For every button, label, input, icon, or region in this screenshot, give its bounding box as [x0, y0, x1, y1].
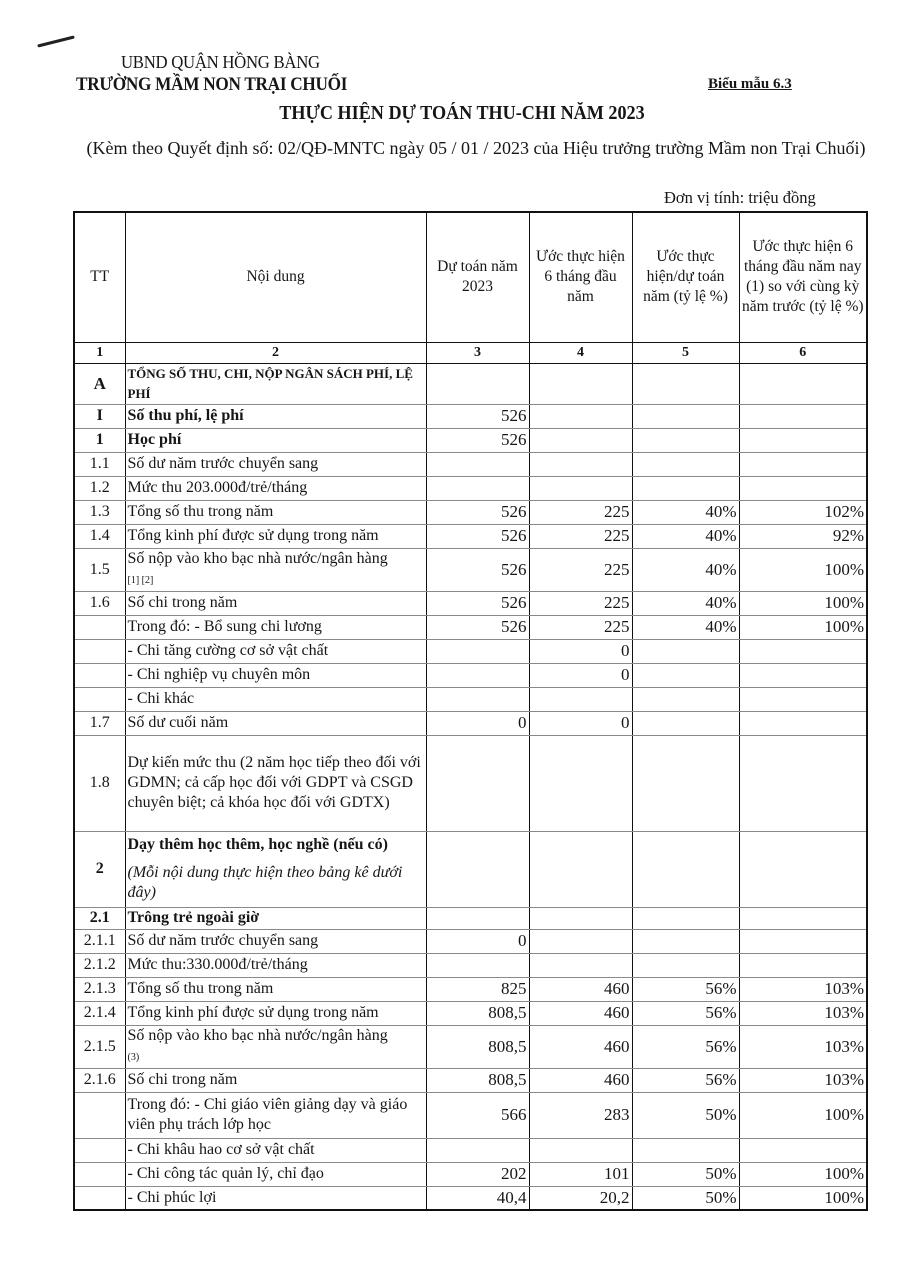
ratio-budget-value	[632, 711, 739, 735]
estimate-value: 0	[529, 711, 632, 735]
table-row	[74, 929, 867, 953]
document-title: THỰC HIỆN DỰ TOÁN THU-CHI NĂM 2023	[279, 103, 645, 124]
ratio-budget-value: 40%	[632, 548, 739, 591]
ratio-budget-value	[632, 452, 739, 476]
budget-value	[426, 639, 529, 663]
header-row	[74, 212, 867, 342]
table-row	[74, 1138, 867, 1162]
row-number	[74, 1186, 125, 1210]
table-row	[74, 735, 867, 831]
row-content	[125, 404, 426, 428]
ratio-budget-value	[632, 363, 739, 404]
ratio-prev-year-value: 92%	[739, 524, 867, 548]
row-number: 1.1	[74, 452, 125, 476]
budget-value: 526	[426, 548, 529, 591]
estimate-value: 460	[529, 977, 632, 1001]
table-row	[74, 428, 867, 452]
ratio-prev-year-value: 100%	[739, 548, 867, 591]
ratio-budget-value	[632, 404, 739, 428]
row-content-text: Trong đó: - Bổ sung chi lương	[127, 618, 322, 635]
row-content-text: Số thu phí, lệ phí	[127, 407, 244, 424]
estimate-value: 225	[529, 615, 632, 639]
table-row	[74, 907, 867, 929]
row-number: 1.7	[74, 711, 125, 735]
row-content-text: Tổng số thu trong năm	[127, 980, 274, 997]
row-content-text: Dạy thêm học thêm, học nghề (nếu có)	[127, 836, 388, 853]
row-number	[74, 687, 125, 711]
table-row	[74, 615, 867, 639]
row-content-text: - Chi tăng cường cơ sở vật chất	[127, 642, 329, 659]
budget-value: 526	[426, 500, 529, 524]
row-number	[74, 615, 125, 639]
row-content-text: - Chi khác	[127, 690, 195, 707]
ratio-prev-year-value	[739, 687, 867, 711]
estimate-value: 460	[529, 1001, 632, 1025]
ratio-budget-value	[632, 1138, 739, 1162]
estimate-value: 0	[529, 639, 632, 663]
ratio-budget-value: 40%	[632, 591, 739, 615]
budget-value: 808,5	[426, 1068, 529, 1092]
row-content-text: - Chi khâu hao cơ sở vật chất	[127, 1141, 315, 1158]
table-row	[74, 548, 867, 591]
budget-value: 808,5	[426, 1001, 529, 1025]
row-number: 2.1	[74, 907, 125, 929]
table-row	[74, 639, 867, 663]
ratio-prev-year-value	[739, 735, 867, 831]
row-content-text: Tổng kinh phí được sử dụng trong năm	[127, 527, 379, 544]
table-row	[74, 977, 867, 1001]
row-content-text: - Chi công tác quản lý, chỉ đạo	[127, 1165, 324, 1182]
estimate-value	[529, 452, 632, 476]
col-number: 4	[529, 342, 632, 363]
ratio-prev-year-value: 100%	[739, 1162, 867, 1186]
row-number	[74, 1092, 125, 1138]
estimate-value: 225	[529, 500, 632, 524]
row-number: 1.3	[74, 500, 125, 524]
row-number: 1.5	[74, 548, 125, 591]
row-content-text: Số chi trong năm	[127, 1071, 238, 1088]
table-row	[74, 1092, 867, 1138]
table-row	[74, 1186, 867, 1210]
row-content	[125, 1186, 426, 1210]
estimate-value: 460	[529, 1068, 632, 1092]
row-number: 2.1.5	[74, 1025, 125, 1068]
ratio-prev-year-value: 102%	[739, 500, 867, 524]
estimate-value: 283	[529, 1092, 632, 1138]
ratio-budget-value	[632, 735, 739, 831]
ratio-budget-value	[632, 953, 739, 977]
col-header-content: Nội dung	[125, 212, 426, 342]
table-row	[74, 476, 867, 500]
estimate-value	[529, 476, 632, 500]
estimate-value: 225	[529, 591, 632, 615]
ratio-prev-year-value	[739, 404, 867, 428]
estimate-value: 0	[529, 663, 632, 687]
col-header-ratio-prev-year: Ước thực hiện 6 tháng đầu năm nay (1) so với cùng kỳ năm trước (tỷ lệ %)	[739, 212, 867, 342]
form-number: Biểu mẫu 6.3	[708, 76, 792, 92]
row-number: 1.8	[74, 735, 125, 831]
estimate-value: 225	[529, 524, 632, 548]
ratio-prev-year-value: 100%	[739, 1186, 867, 1210]
row-content	[125, 548, 426, 591]
ratio-prev-year-value	[739, 428, 867, 452]
budget-value: 825	[426, 977, 529, 1001]
col-number: 1	[74, 342, 125, 363]
row-content	[125, 615, 426, 639]
budget-value	[426, 476, 529, 500]
row-content	[125, 452, 426, 476]
budget-value	[426, 687, 529, 711]
ratio-prev-year-value	[739, 1138, 867, 1162]
ratio-prev-year-value: 100%	[739, 615, 867, 639]
ratio-prev-year-value	[739, 907, 867, 929]
col-number: 6	[739, 342, 867, 363]
table-row	[74, 500, 867, 524]
org-school: TRƯỜNG MẦM NON TRẠI CHUỐI	[76, 75, 348, 95]
row-number	[74, 663, 125, 687]
ratio-budget-value	[632, 687, 739, 711]
row-content	[125, 831, 426, 907]
row-content	[125, 1162, 426, 1186]
row-content-text: Số dư cuối năm	[127, 714, 229, 731]
row-content	[125, 363, 426, 404]
row-content	[125, 977, 426, 1001]
estimate-value	[529, 687, 632, 711]
estimate-value	[529, 929, 632, 953]
row-number: 2.1.4	[74, 1001, 125, 1025]
table-row	[74, 524, 867, 548]
ratio-budget-value	[632, 639, 739, 663]
ratio-budget-value	[632, 907, 739, 929]
budget-value	[426, 1138, 529, 1162]
org-district: UBND QUẬN HỒNG BÀNG	[121, 52, 320, 72]
row-content	[125, 1025, 426, 1068]
row-content-text: Học phí	[127, 431, 182, 448]
ratio-prev-year-value: 103%	[739, 1068, 867, 1092]
row-number: 2.1.3	[74, 977, 125, 1001]
row-number	[74, 1138, 125, 1162]
row-content-text: Tổng số thu trong năm	[127, 503, 274, 520]
pen-mark	[37, 35, 75, 47]
ratio-budget-value: 50%	[632, 1162, 739, 1186]
ratio-budget-value: 50%	[632, 1186, 739, 1210]
budget-value	[426, 363, 529, 404]
col-number: 3	[426, 342, 529, 363]
row-content-text: Dự kiến mức thu (2 năm học tiếp theo đối với GDMN; cả cấp học đối với GDPT và CSGD chuyên biệt; cả khóa học đối với GDTX)	[127, 754, 421, 811]
estimate-value	[529, 428, 632, 452]
row-content	[125, 476, 426, 500]
estimate-value	[529, 735, 632, 831]
budget-table	[73, 211, 868, 1211]
estimate-value	[529, 363, 632, 404]
row-content	[125, 1092, 426, 1138]
estimate-value: 460	[529, 1025, 632, 1068]
ratio-budget-value: 40%	[632, 615, 739, 639]
ratio-budget-value: 56%	[632, 1025, 739, 1068]
row-content	[125, 953, 426, 977]
row-number: A	[74, 363, 125, 404]
budget-value: 566	[426, 1092, 529, 1138]
estimate-value	[529, 404, 632, 428]
footnote-ref: [1] [2]	[127, 574, 154, 586]
table-row	[74, 711, 867, 735]
budget-value: 526	[426, 428, 529, 452]
table-row	[74, 663, 867, 687]
estimate-value: 101	[529, 1162, 632, 1186]
budget-value: 202	[426, 1162, 529, 1186]
table-row	[74, 1001, 867, 1025]
row-number: 1	[74, 428, 125, 452]
row-content-text: Số chi trong năm	[127, 594, 238, 611]
ratio-budget-value: 40%	[632, 524, 739, 548]
footnote-ref: (3)	[127, 1051, 140, 1063]
budget-value	[426, 452, 529, 476]
budget-value: 526	[426, 591, 529, 615]
table-row	[74, 1025, 867, 1068]
table-row	[74, 1068, 867, 1092]
budget-value: 40,4	[426, 1186, 529, 1210]
ratio-budget-value: 40%	[632, 500, 739, 524]
row-content-text: Số nộp vào kho bạc nhà nước/ngân hàng	[127, 549, 388, 567]
row-content	[125, 639, 426, 663]
ratio-prev-year-value	[739, 711, 867, 735]
row-content-text: Mức thu 203.000đ/trẻ/tháng	[127, 479, 308, 496]
estimate-value: 225	[529, 548, 632, 591]
row-content	[125, 663, 426, 687]
row-content	[125, 735, 426, 831]
row-number: 1.6	[74, 591, 125, 615]
row-content	[125, 524, 426, 548]
row-content-text: Số dư năm trước chuyển sang	[127, 932, 319, 949]
row-number: 1.4	[74, 524, 125, 548]
row-content-text: - Chi nghiệp vụ chuyên môn	[127, 666, 311, 683]
ratio-prev-year-value: 100%	[739, 1092, 867, 1138]
estimate-value	[529, 907, 632, 929]
ratio-budget-value	[632, 831, 739, 907]
row-content-text: - Chi phúc lợi	[127, 1188, 217, 1206]
table-row	[74, 404, 867, 428]
ratio-budget-value: 56%	[632, 1068, 739, 1092]
row-content-text: Tổng kinh phí được sử dụng trong năm	[127, 1004, 379, 1021]
unit-label: Đơn vị tính: triệu đồng	[664, 188, 816, 207]
row-content	[125, 428, 426, 452]
budget-value	[426, 831, 529, 907]
budget-value	[426, 663, 529, 687]
column-number-row	[74, 342, 867, 363]
row-content-text: TỔNG SỐ THU, CHI, NỘP NGÂN SÁCH PHÍ, LỆ PHÍ	[127, 365, 413, 401]
row-number: I	[74, 404, 125, 428]
document-subtitle: (Kèm theo Quyết định số: 02/QĐ-MNTC ngày 05 / 01 / 2023 của Hiệu trưởng trường Mầm non Trại Chuối)	[86, 138, 866, 158]
table-row	[74, 591, 867, 615]
table-row	[74, 831, 867, 907]
ratio-budget-value	[632, 929, 739, 953]
row-content	[125, 929, 426, 953]
row-number: 2.1.2	[74, 953, 125, 977]
row-content-note: (Mỗi nội dung thực hiện theo bảng kê dưới đây)	[127, 864, 403, 901]
estimate-value	[529, 1138, 632, 1162]
row-number: 2.1.6	[74, 1068, 125, 1092]
ratio-prev-year-value	[739, 639, 867, 663]
row-content-text: Trông trẻ ngoài giờ	[127, 909, 260, 926]
table-row	[74, 452, 867, 476]
row-content	[125, 1001, 426, 1025]
ratio-budget-value: 56%	[632, 1001, 739, 1025]
budget-value: 0	[426, 929, 529, 953]
ratio-prev-year-value	[739, 929, 867, 953]
row-content	[125, 1068, 426, 1092]
row-number: 1.2	[74, 476, 125, 500]
ratio-prev-year-value	[739, 953, 867, 977]
ratio-budget-value: 56%	[632, 977, 739, 1001]
budget-value	[426, 735, 529, 831]
estimate-value	[529, 831, 632, 907]
budget-value: 526	[426, 524, 529, 548]
budget-value: 0	[426, 711, 529, 735]
ratio-budget-value	[632, 428, 739, 452]
row-number: 2	[74, 831, 125, 907]
ratio-prev-year-value: 103%	[739, 1025, 867, 1068]
row-content-text: Trong đó: - Chi giáo viên giảng dạy và giáo viên phụ trách lớp học	[127, 1096, 408, 1133]
ratio-prev-year-value	[739, 831, 867, 907]
col-header-tt: TT	[74, 212, 125, 342]
budget-value: 526	[426, 615, 529, 639]
ratio-prev-year-value	[739, 363, 867, 404]
ratio-prev-year-value	[739, 476, 867, 500]
ratio-prev-year-value	[739, 452, 867, 476]
row-content	[125, 591, 426, 615]
ratio-prev-year-value: 103%	[739, 977, 867, 1001]
row-content	[125, 1138, 426, 1162]
table-row	[74, 1162, 867, 1186]
budget-value: 808,5	[426, 1025, 529, 1068]
col-header-budget: Dự toán năm 2023	[426, 212, 529, 342]
budget-value	[426, 907, 529, 929]
ratio-prev-year-value: 100%	[739, 591, 867, 615]
row-number	[74, 1162, 125, 1186]
budget-value: 526	[426, 404, 529, 428]
ratio-prev-year-value	[739, 663, 867, 687]
row-content	[125, 687, 426, 711]
table-row	[74, 687, 867, 711]
col-header-estimate-6m: Ước thực hiện 6 tháng đầu năm	[529, 212, 632, 342]
estimate-value: 20,2	[529, 1186, 632, 1210]
ratio-budget-value	[632, 476, 739, 500]
row-content-text: Mức thu:330.000đ/trẻ/tháng	[127, 956, 308, 973]
row-content	[125, 907, 426, 929]
table-row	[74, 953, 867, 977]
col-number: 2	[125, 342, 426, 363]
row-content-text: Số dư năm trước chuyển sang	[127, 455, 319, 472]
row-content-text: Số nộp vào kho bạc nhà nước/ngân hàng	[127, 1026, 388, 1044]
estimate-value	[529, 953, 632, 977]
ratio-budget-value	[632, 663, 739, 687]
row-content	[125, 500, 426, 524]
col-number: 5	[632, 342, 739, 363]
row-number: 2.1.1	[74, 929, 125, 953]
ratio-budget-value: 50%	[632, 1092, 739, 1138]
col-header-ratio-budget: Ước thực hiện/dự toán năm (tỷ lệ %)	[632, 212, 739, 342]
budget-value	[426, 953, 529, 977]
ratio-prev-year-value: 103%	[739, 1001, 867, 1025]
row-number	[74, 639, 125, 663]
row-content	[125, 711, 426, 735]
table-row	[74, 363, 867, 404]
